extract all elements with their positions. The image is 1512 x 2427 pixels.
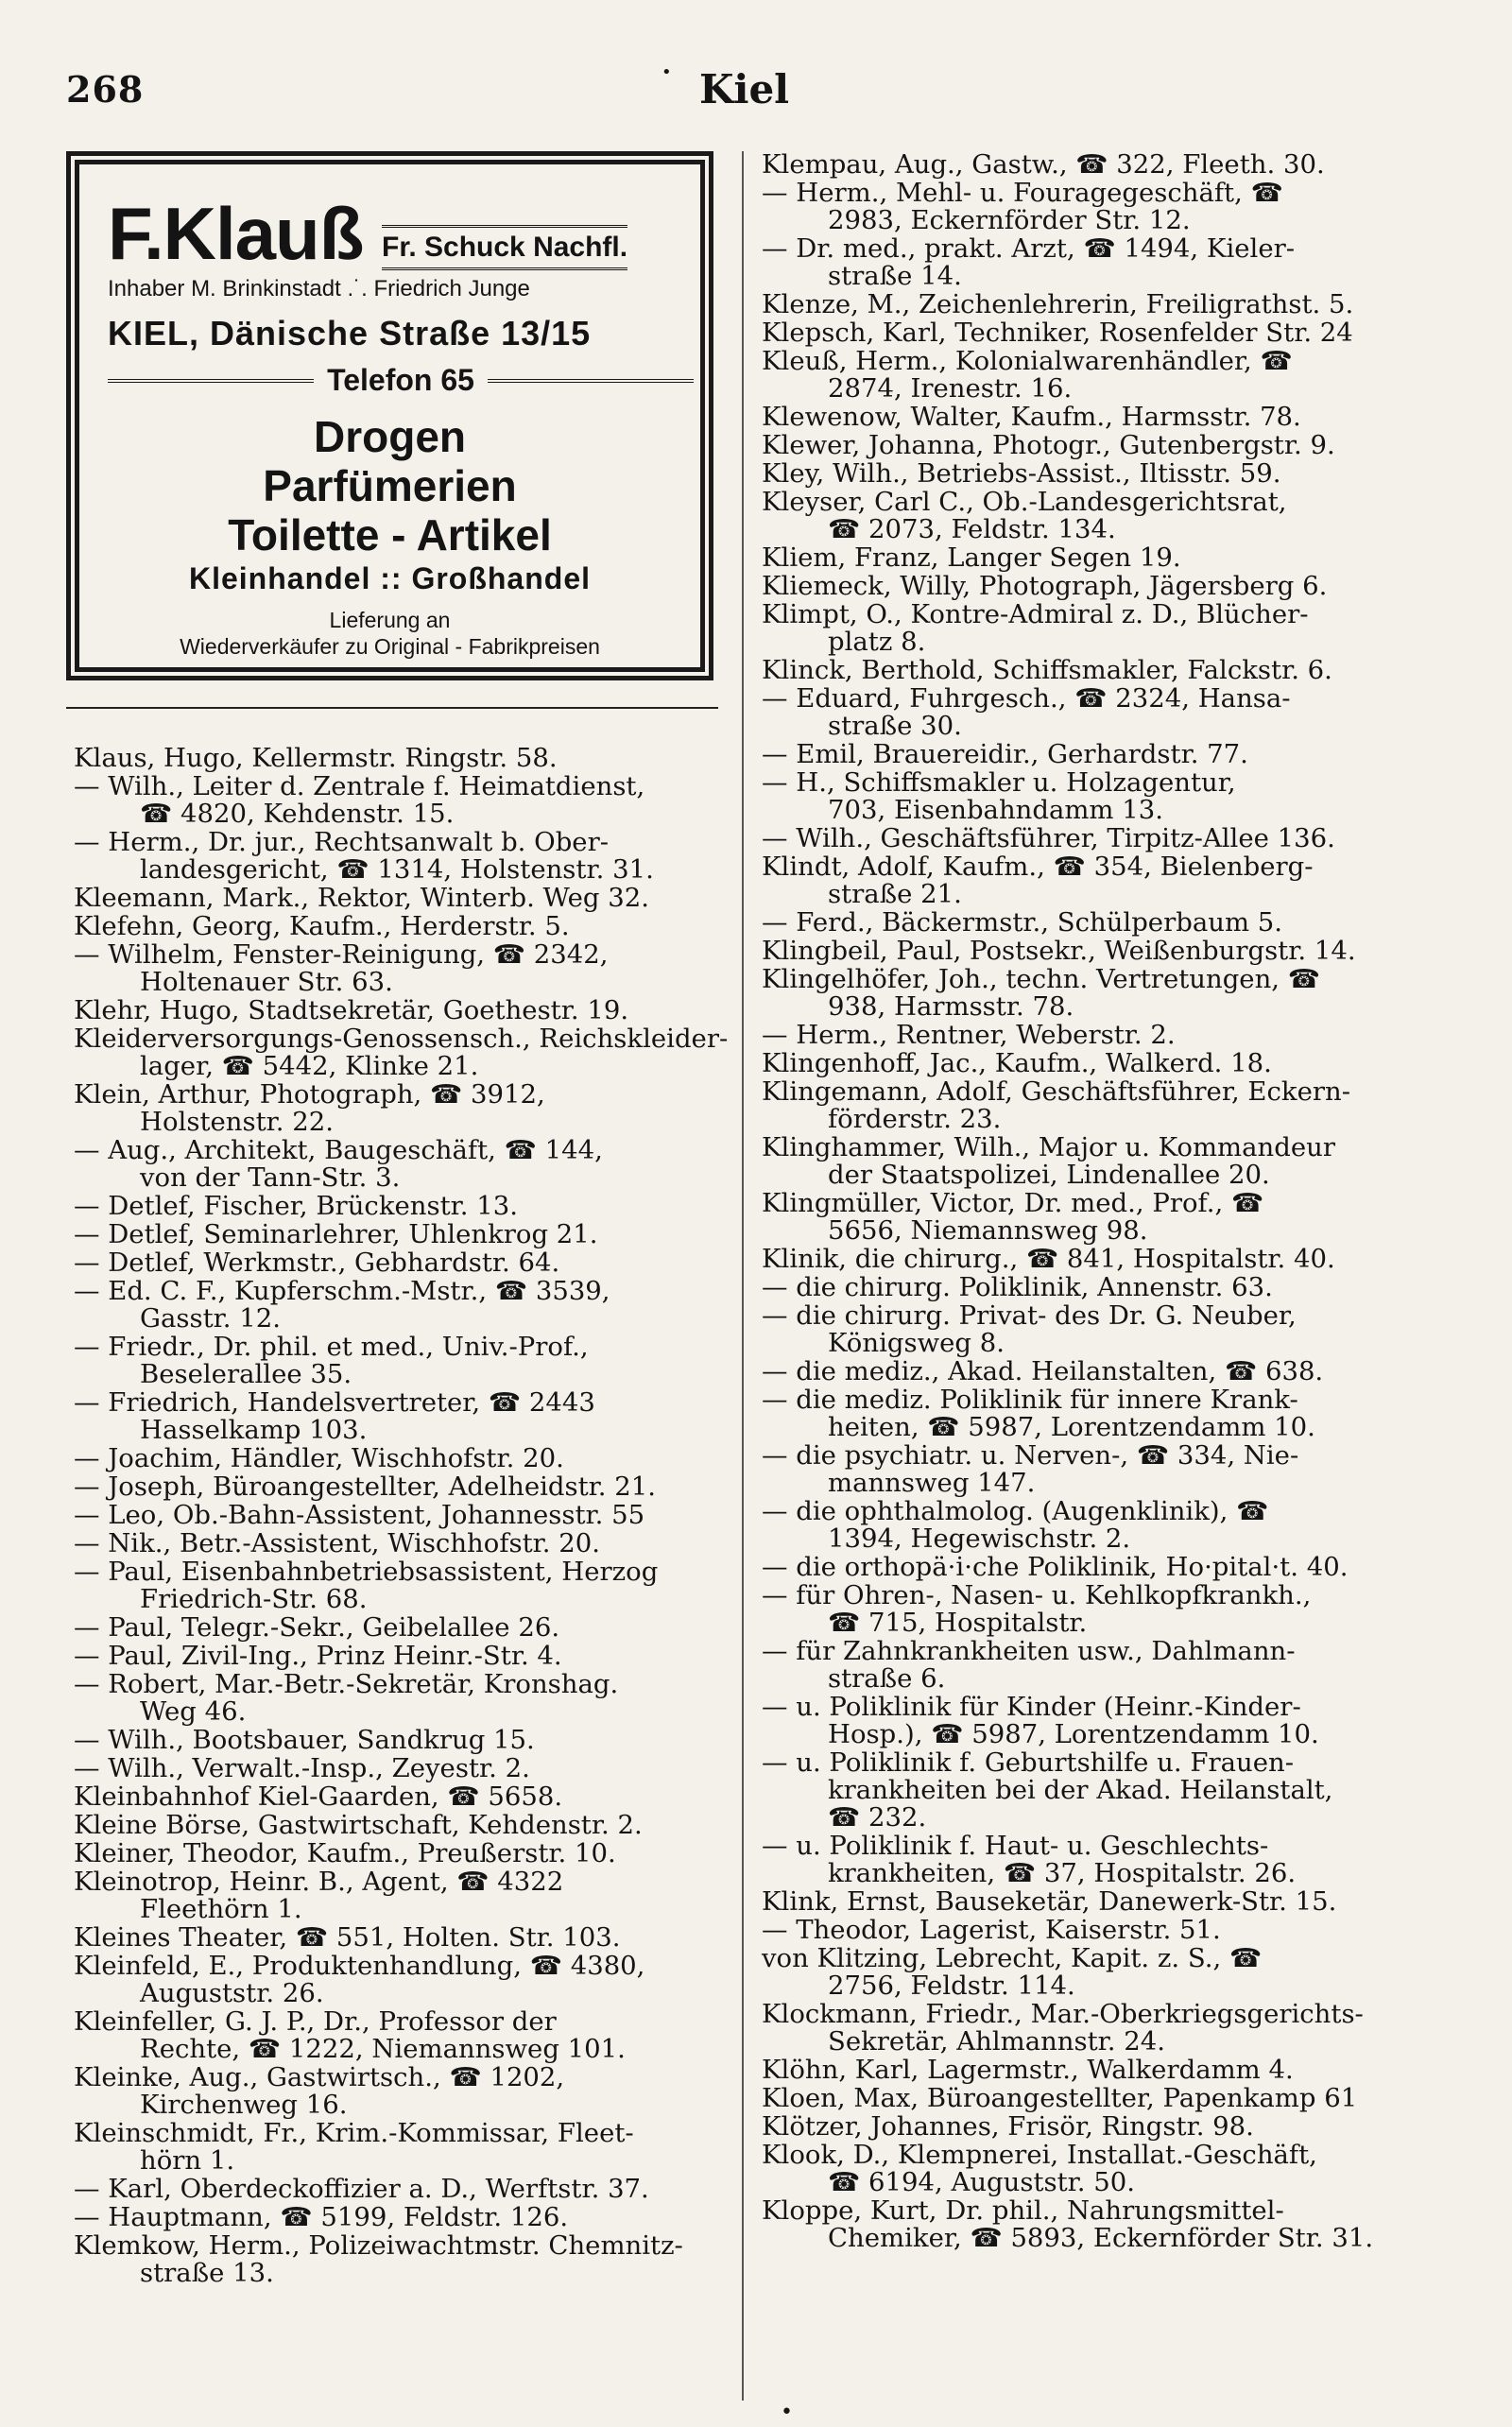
directory-entry: [762, 1694, 1442, 1748]
entry-line: Kleinbahnhof Kiel-Gaarden, ☎ 5658.: [74, 1782, 563, 1812]
ad-rule-right: [488, 379, 694, 383]
directory-entry: [74, 1473, 726, 1501]
directory-entry: [74, 1193, 726, 1220]
entry-continuation-line: mannsweg 147.: [828, 1468, 1036, 1498]
directory-entry: [762, 741, 1442, 768]
entry-continuation-line: 1394, Hegewischstr. 2.: [828, 1523, 1131, 1554]
directory-entry: [74, 2120, 726, 2175]
entry-line: Klemkow, Herm., Polizeiwachtmstr. Chemnitz-: [74, 2230, 683, 2261]
entry-continuation-line: Holtenauer Str. 63.: [140, 967, 393, 997]
entry-line: — Wilh., Verwalt.-Insp., Zeyestr. 2.: [74, 1753, 530, 1783]
directory-entry: [74, 1755, 726, 1782]
directory-entry: [74, 1024, 729, 1081]
ad-product: Parfümerien: [263, 461, 517, 510]
directory-entry: [74, 1614, 726, 1642]
entry-line: — u. Poliklinik f. Haut- u. Geschlechts-: [762, 1831, 1269, 1861]
directory-entry: [74, 1671, 726, 1726]
directory-entry: [74, 1081, 726, 1136]
entry-line: — Paul, Zivil-Ing., Prinz Heinr.-Str. 4.: [74, 1641, 562, 1671]
entry-line: Klewer, Johanna, Photogr., Gutenbergstr. 9.: [762, 430, 1335, 460]
directory-entry: [762, 1050, 1442, 1077]
directory-entry: [74, 2008, 726, 2063]
entry-continuation-line: Chemiker, ☎ 5893, Eckernförder Str. 31.: [828, 2223, 1374, 2253]
entry-line: Kleinotrop, Heinr. B., Agent, ☎ 4322: [74, 1867, 564, 1897]
directory-entry: [74, 941, 726, 996]
entry-continuation-line: Holstenstr. 22.: [140, 1107, 334, 1137]
entry-line: Klefehn, Georg, Kaufm., Herderstr. 5.: [74, 911, 570, 941]
directory-entry: [74, 913, 726, 940]
entry-line: Kliemeck, Willy, Photograph, Jägersberg 6.: [762, 571, 1328, 601]
entry-continuation-line: lager, ☎ 5442, Klinke 21.: [140, 1051, 479, 1081]
directory-entry: [74, 1953, 726, 2007]
entry-line: — Joachim, Händler, Wischhofstr. 20.: [74, 1443, 564, 1473]
entry-line: — Detlef, Fischer, Brückenstr. 13.: [74, 1191, 518, 1221]
entry-continuation-line: Hosp.), ☎ 5987, Lorentzendamm 10.: [828, 1719, 1319, 1749]
directory-entry: [762, 460, 1442, 488]
entry-line: Kloen, Max, Büroangestellter, Papenkamp 61: [762, 2083, 1358, 2113]
directory-entry: [762, 966, 1442, 1021]
directory-entry: [762, 489, 1442, 543]
entry-line: Kliem, Franz, Langer Segen 19.: [762, 542, 1181, 573]
entry-line: Klindt, Adolf, Kaufm., ☎ 354, Bielenberg-: [762, 852, 1314, 882]
directory-entry: [762, 1022, 1442, 1049]
page-number: 268: [66, 68, 145, 111]
advertisement: [66, 151, 713, 680]
entry-continuation-line: ☎ 232.: [828, 1802, 927, 1833]
entry-line: — Detlef, Seminarlehrer, Uhlenkrog 21.: [74, 1219, 598, 1249]
entry-line: — Wilhelm, Fenster-Reinigung, ☎ 2342,: [74, 939, 609, 970]
column-rule: [742, 151, 744, 2401]
directory-entry: [74, 2232, 726, 2287]
directory-entry: [74, 2176, 726, 2203]
ad-firm-name: F.Klauß: [108, 192, 364, 275]
entry-line: Kleiner, Theodor, Kaufm., Preußerstr. 10.: [74, 1838, 616, 1868]
directory-entry: [762, 825, 1442, 852]
entry-continuation-line: 2983, Eckernförder Str. 12.: [828, 205, 1191, 235]
entry-line: Klinik, die chirurg., ☎ 841, Hospitalstr. 40.: [762, 1244, 1335, 1274]
ad-phone: Telefon 65: [327, 363, 474, 397]
entry-continuation-line: platz 8.: [828, 627, 926, 657]
entry-line: — Joseph, Büroangestellter, Adelheidstr. 21.: [74, 1472, 656, 1502]
ad-product: Drogen: [314, 412, 466, 461]
directory-entry: [74, 1727, 726, 1754]
entry-line: Klöhn, Karl, Lagermstr., Walkerdamm 4.: [762, 2055, 1294, 2085]
entry-line: Kleinfeller, G. J. P., Dr., Professor der: [74, 2006, 557, 2037]
entry-line: Kley, Wilh., Betriebs-Assist., Iltisstr. 59.: [762, 458, 1281, 489]
entry-line: — Emil, Brauereidir., Gerhardstr. 77.: [762, 739, 1248, 769]
entry-line: Klepsch, Karl, Techniker, Rosenfelder Str. 24: [762, 318, 1353, 348]
entry-continuation-line: der Staatspolizei, Lindenallee 20.: [828, 1160, 1270, 1190]
entry-continuation-line: Königsweg 8.: [828, 1328, 1005, 1358]
directory-entry: [762, 2113, 1442, 2141]
ad-firm-row: [108, 192, 694, 275]
entry-line: Klingmüller, Victor, Dr. med., Prof., ☎: [762, 1188, 1264, 1218]
directory-entry: [762, 1274, 1442, 1301]
directory-entry: [762, 2057, 1442, 2084]
entry-continuation-line: Sekretär, Ahlmannstr. 24.: [828, 2026, 1166, 2057]
directory-entry: [74, 1445, 726, 1472]
directory-entry: [74, 1502, 726, 1529]
directory-entry: [762, 2197, 1442, 2252]
directory-entry: [762, 853, 1442, 908]
ad-rule-left: [108, 379, 314, 383]
entry-line: Klewenow, Walter, Kaufm., Harmsstr. 78.: [762, 402, 1301, 432]
directory-entry: [74, 1924, 726, 1952]
entry-line: Kleuß, Herm., Kolonialwarenhändler, ☎: [762, 346, 1293, 376]
entry-continuation-line: ☎ 4820, Kehdenstr. 15.: [140, 799, 455, 829]
entry-continuation-line: straße 13.: [140, 2258, 274, 2288]
directory-entry: [762, 938, 1442, 965]
entry-continuation-line: förderstr. 23.: [828, 1104, 1002, 1134]
entry-line: — Hauptmann, ☎ 5199, Feldstr. 126.: [74, 2202, 569, 2232]
entry-continuation-line: ☎ 715, Hospitalstr.: [828, 1608, 1088, 1638]
entry-line: — Herm., Mehl- u. Fouragegeschäft, ☎: [762, 178, 1283, 208]
entry-line: — Wilh., Geschäftsführer, Tirpitz-Allee 136.: [762, 823, 1335, 853]
entry-continuation-line: straße 21.: [828, 879, 962, 909]
directory-entry: [74, 1868, 726, 1923]
directory-entry: [762, 2142, 1442, 2196]
entry-line: — u. Poliklinik f. Geburtshilfe u. Frauen-: [762, 1747, 1294, 1778]
section-divider: [66, 707, 718, 709]
directory-entry: [762, 1749, 1442, 1832]
ad-phone-row: [108, 363, 694, 398]
entry-continuation-line: straße 6.: [828, 1663, 946, 1694]
directory-entry: [762, 657, 1442, 684]
directory-entry: [762, 1134, 1442, 1189]
directory-entry: [762, 685, 1442, 740]
directory-entry: [74, 1558, 726, 1613]
directory-entry: [762, 235, 1442, 290]
entry-line: Kloppe, Kurt, Dr. phil., Nahrungsmittel-: [762, 2195, 1284, 2226]
entry-continuation-line: heiten, ☎ 5987, Lorentzendamm 10.: [828, 1412, 1315, 1442]
entry-line: — Wilh., Bootsbauer, Sandkrug 15.: [74, 1725, 535, 1755]
directory-entry: [762, 1582, 1442, 1637]
ad-delivery-line: Lieferung an: [329, 608, 451, 632]
entry-line: — Detlef, Werkmstr., Gebhardstr. 64.: [74, 1248, 560, 1278]
entry-line: Kleinke, Aug., Gastwirtsch., ☎ 1202,: [74, 2062, 565, 2092]
directory-entry: [762, 1078, 1442, 1133]
entry-line: — Theodor, Lagerist, Kaiserstr. 51.: [762, 1915, 1221, 1945]
page-title: Kiel: [699, 66, 790, 112]
entry-line: Kleinfeld, E., Produktenhandlung, ☎ 4380,: [74, 1951, 645, 1981]
entry-continuation-line: straße 14.: [828, 261, 962, 291]
directory-entry: [762, 544, 1442, 572]
entry-line: Klook, D., Klempnerei, Installat.-Geschäft,: [762, 2140, 1317, 2170]
ad-product: Toilette - Artikel: [228, 510, 552, 559]
entry-line: — die mediz., Akad. Heilanstalten, ☎ 638.: [762, 1356, 1324, 1386]
directory-column-right: [762, 151, 1442, 2253]
directory-entry: [762, 1498, 1442, 1553]
directory-entry: [762, 1246, 1442, 1273]
entry-continuation-line: 703, Eisenbahndamm 13.: [828, 795, 1163, 825]
entry-line: — die chirurg. Privat- des Dr. G. Neuber,: [762, 1300, 1297, 1331]
entry-line: — Friedr., Dr. phil. et med., Univ.-Prof.,: [74, 1332, 589, 1362]
directory-entry: [74, 2064, 726, 2119]
entry-line: — Karl, Oberdeckoffizier a. D., Werftstr. 37.: [74, 2174, 649, 2204]
directory-entry: [762, 1945, 1442, 2000]
entry-continuation-line: 5656, Niemannsweg 98.: [828, 1215, 1148, 1246]
entry-line: — Robert, Mar.-Betr.-Sekretär, Kronshag.: [74, 1669, 619, 1699]
ad-successor: Fr. Schuck Nachfl.: [382, 225, 627, 270]
directory-entry: [762, 1833, 1442, 1887]
ad-owners: Inhaber M. Brinkinstadt .˙. Friedrich Junge: [108, 276, 530, 301]
entry-line: — für Ohren-, Nasen- u. Kehlkopfkrankh.,: [762, 1580, 1312, 1610]
directory-entry: [74, 1249, 726, 1277]
directory-entry: [762, 769, 1442, 824]
entry-continuation-line: Beselerallee 35.: [140, 1359, 352, 1389]
print-speck: •: [662, 62, 672, 82]
directory-entry: [762, 573, 1442, 600]
directory-entry: [762, 1917, 1442, 1944]
directory-entry: [762, 348, 1442, 403]
entry-line: Klingelhöfer, Joh., techn. Vertretungen, ☎: [762, 964, 1321, 994]
directory-entry: [74, 1783, 726, 1811]
directory-entry: [762, 151, 1442, 179]
directory-entry: [762, 1302, 1442, 1357]
entry-line: Kleines Theater, ☎ 551, Holten. Str. 103.: [74, 1922, 621, 1953]
entry-line: — u. Poliklinik für Kinder (Heinr.-Kinder-: [762, 1692, 1301, 1722]
entry-continuation-line: Auguststr. 26.: [140, 1978, 324, 2008]
directory-entry: [74, 997, 726, 1024]
entry-line: Klein, Arthur, Photograph, ☎ 3912,: [74, 1079, 545, 1110]
entry-line: — für Zahnkrankheiten usw., Dahlmann-: [762, 1636, 1296, 1666]
entry-line: — Dr. med., prakt. Arzt, ☎ 1494, Kieler-: [762, 233, 1296, 264]
directory-entry: [74, 885, 726, 912]
directory-entry: [74, 1812, 726, 1839]
print-speck: •: [781, 2401, 793, 2424]
directory-entry: [762, 1638, 1442, 1693]
directory-entry: [762, 291, 1442, 318]
directory-entry: [762, 601, 1442, 656]
entry-line: — die orthopä·i·che Poliklinik, Ho·pital·t. 40.: [762, 1552, 1349, 1582]
directory-entry: [762, 1190, 1442, 1245]
directory-entry: [74, 1530, 726, 1558]
directory-entry: [74, 1840, 726, 1868]
ad-delivery: [79, 607, 700, 660]
entry-line: Kleemann, Mark., Rektor, Winterb. Weg 32.: [74, 883, 649, 913]
directory-entry: [74, 1389, 726, 1444]
entry-continuation-line: Friedrich-Str. 68.: [140, 1584, 368, 1614]
entry-line: — Paul, Telegr.-Sekr., Geibelallee 26.: [74, 1612, 560, 1643]
entry-line: Klinghammer, Wilh., Major u. Kommandeur: [762, 1132, 1335, 1162]
entry-continuation-line: krankheiten, ☎ 37, Hospitalstr. 26.: [828, 1858, 1297, 1888]
directory-entry: [762, 2001, 1442, 2056]
entry-line: Klempau, Aug., Gastw., ☎ 322, Fleeth. 30.: [762, 149, 1325, 180]
entry-continuation-line: Hasselkamp 103.: [140, 1415, 368, 1445]
entry-line: — Ed. C. F., Kupferschm.-Mstr., ☎ 3539,: [74, 1276, 610, 1306]
entry-continuation-line: krankheiten bei der Akad. Heilanstalt,: [828, 1775, 1333, 1805]
directory-entry: [762, 1554, 1442, 1581]
entry-line: Klimpt, O., Kontre-Admiral z. D., Blücher-: [762, 599, 1309, 629]
entry-continuation-line: von der Tann-Str. 3.: [140, 1162, 401, 1193]
entry-line: Kleinschmidt, Fr., Krim.-Kommissar, Fleet-: [74, 2118, 634, 2148]
entry-line: Klingenhoff, Jac., Kaufm., Walkerd. 18.: [762, 1048, 1272, 1078]
directory-entry: [762, 319, 1442, 347]
entry-line: — die psychiatr. u. Nerven-, ☎ 334, Nie-: [762, 1440, 1299, 1471]
entry-line: Klinck, Berthold, Schiffsmakler, Falckstr. 6.: [762, 655, 1332, 685]
directory-entry: [762, 404, 1442, 431]
directory-entry: [74, 1278, 726, 1333]
entry-continuation-line: Gasstr. 12.: [140, 1303, 281, 1334]
entry-continuation-line: Weg 46.: [140, 1696, 247, 1727]
entry-line: — die mediz. Poliklinik für innere Krank-: [762, 1385, 1298, 1415]
directory-entry: [762, 180, 1442, 234]
entry-line: Klötzer, Johannes, Frisör, Ringstr. 98.: [762, 2111, 1254, 2142]
directory-entry: [74, 2204, 726, 2231]
entry-continuation-line: Kirchenweg 16.: [140, 2090, 348, 2120]
entry-continuation-line: 2756, Feldstr. 114.: [828, 1971, 1075, 2001]
directory-entry: [762, 1358, 1442, 1386]
entry-line: — H., Schiffsmakler u. Holzagentur,: [762, 767, 1236, 798]
directory-entry: [74, 1643, 726, 1670]
entry-line: Kleine Börse, Gastwirtschaft, Kehdenstr. 2.: [74, 1810, 643, 1840]
entry-line: — Herm., Rentner, Weberstr. 2.: [762, 1020, 1176, 1050]
entry-continuation-line: 2874, Irenestr. 16.: [828, 373, 1073, 404]
entry-line: Klingbeil, Paul, Postsekr., Weißenburgstr. 14.: [762, 936, 1356, 966]
directory-entry: [762, 909, 1442, 937]
ad-trade: Kleinhandel :: Großhandel: [188, 561, 591, 595]
entry-line: — Ferd., Bäckermstr., Schülperbaum 5.: [762, 907, 1282, 938]
directory-entry: [762, 2085, 1442, 2112]
entry-line: — Paul, Eisenbahnbetriebsassistent, Herzog: [74, 1557, 659, 1587]
directory-entry: [74, 1334, 726, 1388]
entry-line: — Wilh., Leiter d. Zentrale f. Heimatdienst,: [74, 771, 645, 801]
entry-line: — Nik., Betr.-Assistent, Wischhofstr. 20.: [74, 1528, 600, 1558]
entry-line: — die chirurg. Poliklinik, Annenstr. 63.: [762, 1272, 1273, 1302]
directory-entry: [762, 1888, 1442, 1916]
entry-line: Kleiderversorgungs-Genossensch., Reichskleider-: [74, 1024, 729, 1054]
directory-entry: [74, 1221, 726, 1248]
directory-entry: [74, 745, 726, 772]
entry-line: Klenze, M., Zeichenlehrerin, Freiligrathst. 5.: [762, 289, 1354, 319]
entry-continuation-line: Rechte, ☎ 1222, Niemannsweg 101.: [140, 2034, 626, 2064]
entry-continuation-line: Fleethörn 1.: [140, 1894, 302, 1924]
entry-line: Klaus, Hugo, Kellermstr. Ringstr. 58.: [74, 743, 558, 773]
directory-entry: [762, 1386, 1442, 1441]
entry-continuation-line: landesgericht, ☎ 1314, Holstenstr. 31.: [140, 854, 654, 885]
entry-continuation-line: ☎ 2073, Feldstr. 134.: [828, 514, 1116, 544]
entry-line: — Herm., Dr. jur., Rechtsanwalt b. Ober-: [74, 827, 610, 857]
entry-line: — Leo, Ob.-Bahn-Assistent, Johannesstr. 55: [74, 1500, 645, 1530]
entry-line: Klingemann, Adolf, Geschäftsführer, Eckern-: [762, 1076, 1350, 1107]
entry-continuation-line: ☎ 6194, Auguststr. 50.: [828, 2167, 1136, 2197]
entry-line: Kleyser, Carl C., Ob.-Landesgerichtsrat,: [762, 487, 1287, 517]
entry-line: Klink, Ernst, Bauseketär, Danewerk-Str. 15.: [762, 1886, 1337, 1917]
directory-entry: [762, 1442, 1442, 1497]
entry-line: Klockmann, Friedr., Mar.-Oberkriegsgerichts-: [762, 1999, 1364, 2029]
directory-entry: [74, 829, 726, 884]
directory-entry: [74, 773, 726, 828]
ad-delivery-line: Wiederverkäufer zu Original - Fabrikpreisen: [180, 634, 600, 659]
entry-continuation-line: straße 30.: [828, 711, 962, 741]
ad-address: KIEL, Dänische Straße 13/15: [108, 314, 592, 353]
ad-products: [79, 412, 700, 559]
entry-line: von Klitzing, Lebrecht, Kapit. z. S., ☎: [762, 1943, 1263, 1973]
entry-continuation-line: hörn 1.: [140, 2145, 235, 2176]
entry-line: — die ophthalmolog. (Augenklinik), ☎: [762, 1496, 1269, 1526]
entry-line: — Aug., Architekt, Baugeschäft, ☎ 144,: [74, 1135, 603, 1165]
directory-column-left: [74, 743, 729, 2288]
directory-entry: [74, 1137, 726, 1192]
directory-entry: [762, 432, 1442, 459]
entry-continuation-line: 938, Harmsstr. 78.: [828, 991, 1074, 1022]
entry-line: — Eduard, Fuhrgesch., ☎ 2324, Hansa-: [762, 683, 1291, 714]
entry-line: Klehr, Hugo, Stadtsekretär, Goethestr. 19.: [74, 995, 629, 1025]
entry-line: — Friedrich, Handelsvertreter, ☎ 2443: [74, 1387, 595, 1418]
